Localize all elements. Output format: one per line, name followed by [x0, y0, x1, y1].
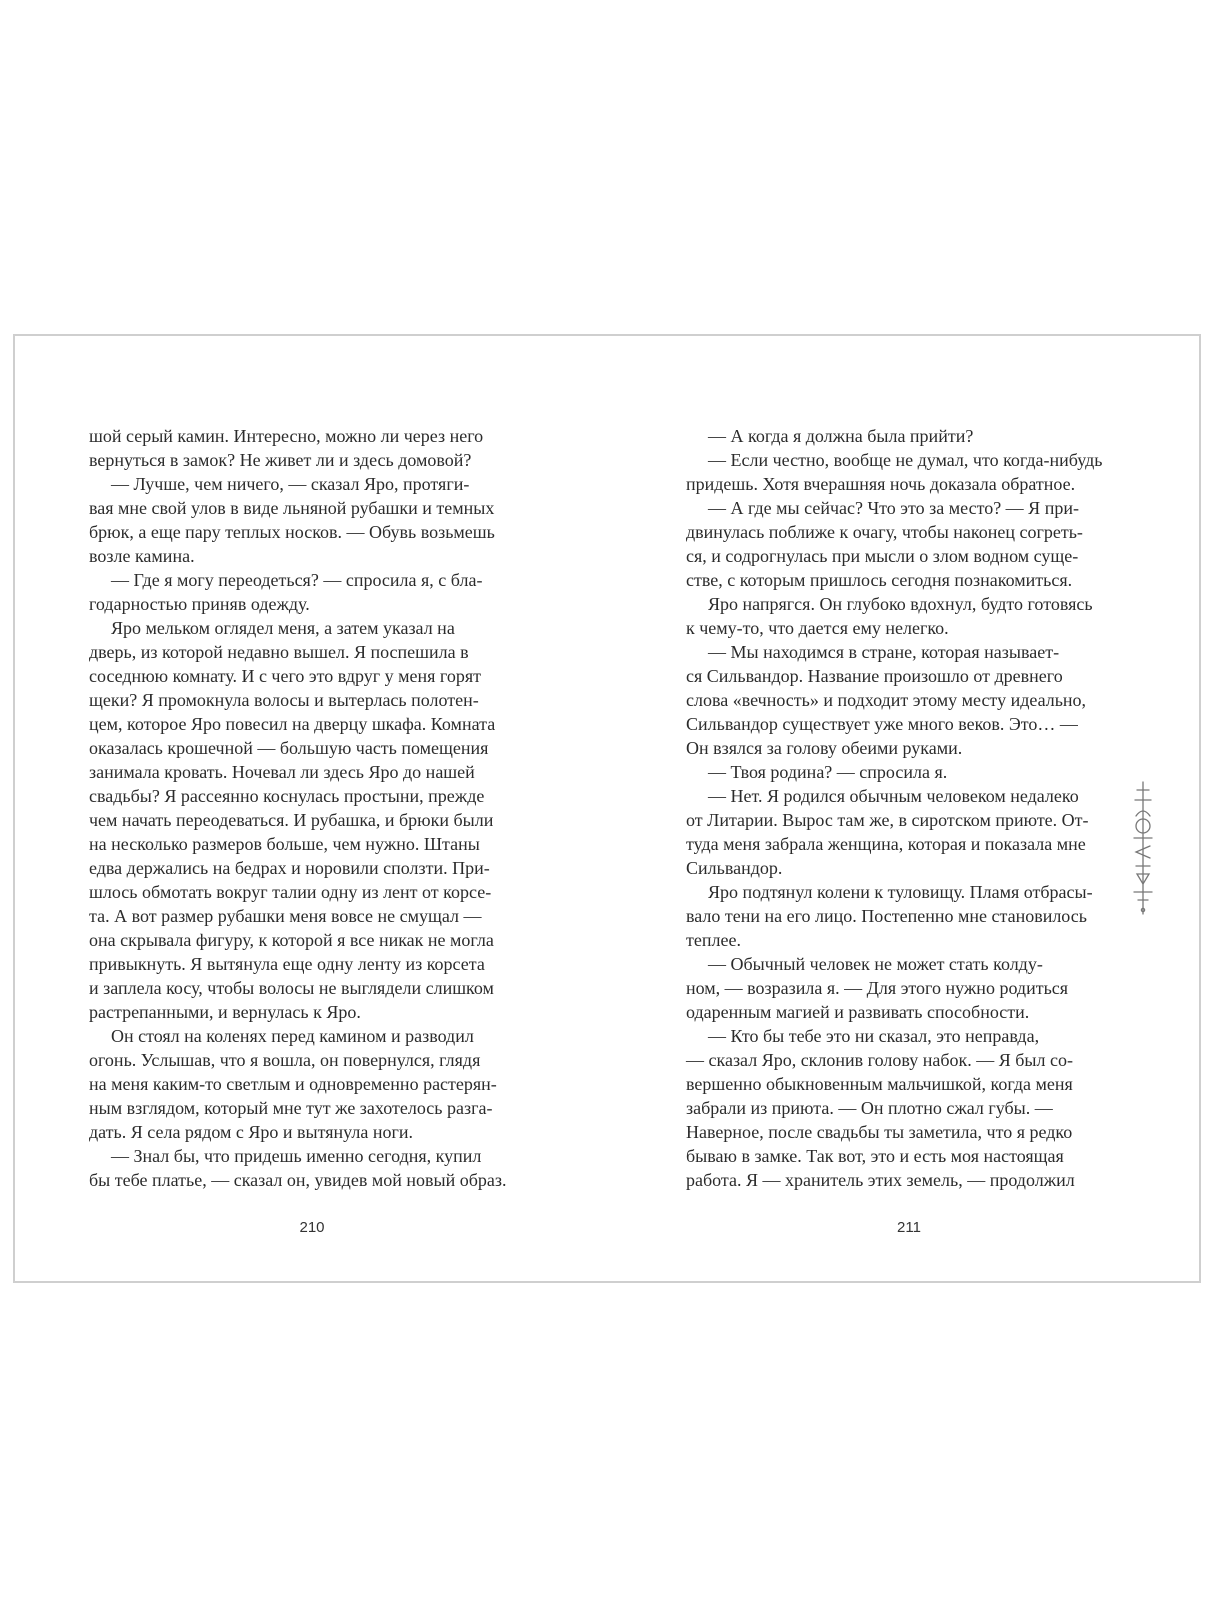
- paragraph: — Обычный человек не может стать колду- ном, — возразила я. — Для этого нужно родиться одаренным магией и развивать способности.: [686, 954, 1069, 1022]
- paragraph: Он стоял на коленях перед камином и разводил огонь. Услышав, что я вошла, он повернулся, глядя на меня каким-то светлым и одновременно растерян- ным взглядом, который мне тут же захотелось разга- дать. Я села рядом с Яро и вытянула ноги.: [89, 1026, 497, 1142]
- paragraph: — Лучше, чем ничего, — сказал Яро, протяги- вая мне свой улов в виде льняной рубашки и темных брюк, а еще пару теплых носков. — Обувь возьмешь возле камина.: [89, 474, 495, 566]
- paragraph: — Если честно, вообще не думал, что когда-нибудь придешь. Хотя вчерашняя ночь доказала обратное.: [686, 450, 1103, 494]
- paragraph: — А когда я должна была прийти?: [708, 426, 974, 446]
- paragraph: — Кто бы тебе это ни сказал, это неправда, — сказал Яро, склонив голову набок. — Я был со- вершенно обыкновенным мальчишкой, когда меня забрали из приюта. — Он плотно сжал губы. — Наверное, после свадьбы ты заметила, что я редко бываю в замке. Так вот, это и есть моя настоящая работа. Я — хранитель этих земель, — продолжил: [686, 1026, 1075, 1190]
- rune-ornament-icon: [1128, 780, 1158, 916]
- paragraph: шой серый камин. Интересно, можно ли через него вернуться в замок? Не живет ли и здесь домовой?: [89, 426, 484, 470]
- paragraph: — Твоя родина? — спросила я.: [708, 762, 948, 782]
- right-page-text: [686, 424, 1132, 1192]
- book-spread: [13, 334, 1201, 1283]
- paragraph: — Нет. Я родился обычным человеком недалеко от Литарии. Вырос там же, в сиротском приюте. От- туда меня забрала женщина, которая и показала мне Сильвандор.: [686, 786, 1089, 878]
- paragraph: — А где мы сейчас? Что это за место? — Я при- двинулась поближе к очагу, чтобы наконец согреть- ся, и содрогнулась при мысли о злом водном суще- стве, с которым пришлось сегодня познакомиться.: [686, 498, 1083, 590]
- page-number-right: 211: [897, 1219, 921, 1236]
- paragraph: Яро подтянул колени к туловищу. Пламя отбрасы- вало тени на его лицо. Постепенно мне становилось теплее.: [686, 882, 1093, 950]
- page-number-left: 210: [299, 1219, 325, 1236]
- paragraph: — Знал бы, что придешь именно сегодня, купил бы тебе платье, — сказал он, увидев мой новый образ.: [89, 1146, 507, 1190]
- paragraph: — Мы находимся в стране, которая называет- ся Сильвандор. Название произошло от древнего слова «вечность» и подходит этому месту идеально, Сильвандор существует уже много веков. Это… — Он взялся за голову обеими руками.: [686, 642, 1087, 758]
- paragraph: — Где я могу переодеться? — спросила я, с бла- годарностью приняв одежду.: [89, 570, 483, 614]
- paragraph: Яро мельком оглядел меня, а затем указал на дверь, из которой недавно вышел. Я поспешила в соседнюю комнату. И с чего это вдруг у меня горят щеки? Я промокнула волосы и вытерлась полотен- цем, которое Яро повесил на дверцу шкафа. Комната оказалась крошечной — большую часть помещения занимала кровать. Ночевал ли здесь Яро до нашей свадьбы? Я рассеянно коснулась простыни, прежде чем начать переодеваться. И рубашка, и брюки были на несколько размеров больше, чем нужно. Штаны едва держались на бедрах и норовили сползти. При- шлось обмотать вокруг талии одну из лент от корсе- та. А вот размер рубашки меня вовсе не смущал — она скрывала фигуру, к которой я все никак не могла привыкнуть. Я вытянула еще одну ленту из корсета и заплела косу, чтобы волосы не выглядели слишком растрепанными, и вернулась к Яро.: [89, 618, 496, 1022]
- paragraph: Яро напрягся. Он глубоко вдохнул, будто готовясь к чему-то, что дается ему нелегко.: [686, 594, 1093, 638]
- left-page-text: [89, 424, 535, 1192]
